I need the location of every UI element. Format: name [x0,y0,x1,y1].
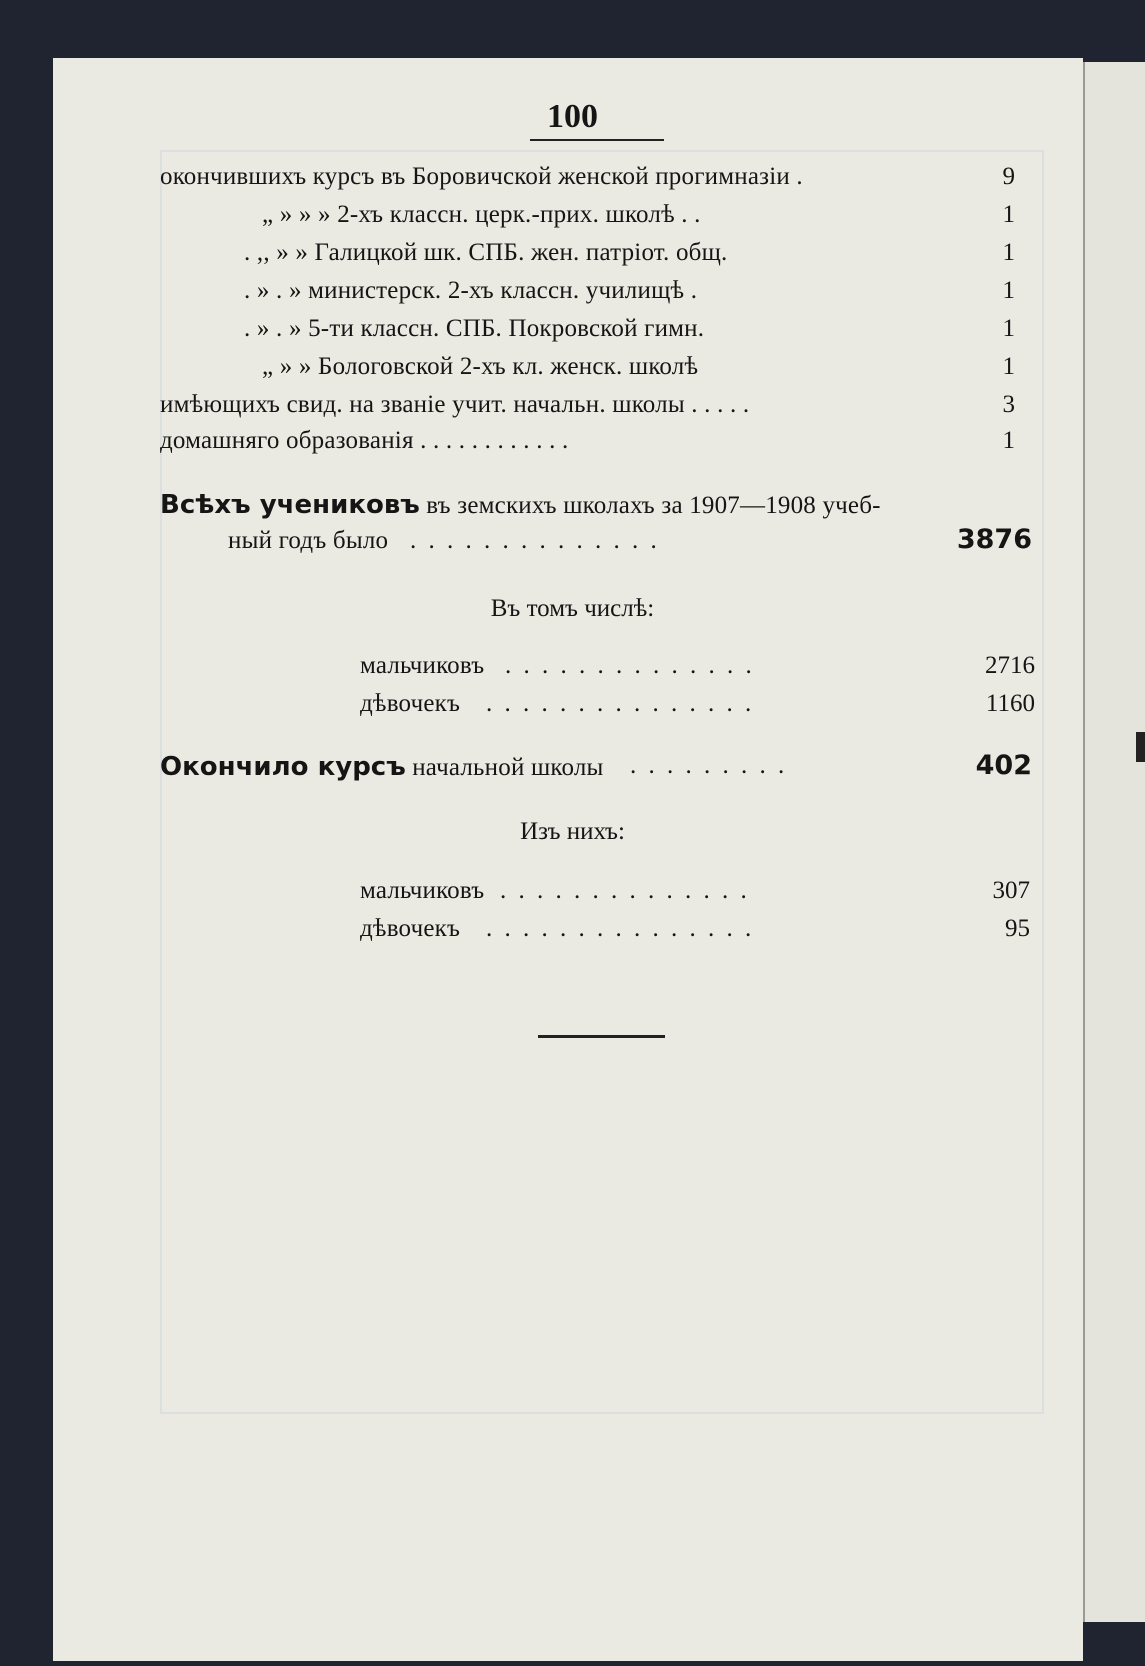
row-value: 1 [1002,353,1015,380]
total-students-heading [160,490,881,520]
leader-dots: . . . . . . . . . . . . . . [500,877,750,904]
leader-dots: . . . . . . . . . . . . . . . [486,915,755,942]
completed-heading [160,752,604,782]
closing-rule [538,1035,665,1038]
row-text: „ » » Бологовской 2-хъ кл. женск. школѣ [262,353,699,380]
completed-label-bold: Окончило курсъ [160,752,406,782]
total-students-label-line2: ный годъ было [228,527,389,554]
page-number: 100 [547,98,598,135]
leader-dots: . . . . . . . . . . . . . . . [486,690,755,717]
row-value: 1 [1002,201,1015,228]
total-students-label-bold: Всѣхъ учениковъ [160,490,420,520]
leader-dots: . . . . . . . . . . . . . . [410,527,660,554]
of-them-heading: Изъ нихъ: [520,818,625,845]
boys-label: мальчиковъ [360,652,485,679]
girls-value: 95 [1005,915,1030,942]
boys-label: мальчиковъ [360,877,485,904]
row-value: 1 [1002,315,1015,342]
row-text: . » . » министерск. 2-хъ классн. училищѣ . [244,277,698,304]
row-text: . » . » 5-ти классн. СПБ. Покровской гимн. [244,315,705,342]
girls-value: 1160 [985,690,1035,717]
leader-dots: . . . . . . . . . . . . . . [505,652,755,679]
leader-dots: . . . . . . . . . [630,752,788,779]
row-value: 3 [1002,391,1015,418]
girls-label: дѣвочекъ [360,690,461,717]
row-value: 9 [1002,163,1015,190]
row-value: 1 [1002,239,1015,266]
girls-label: дѣвочекъ [360,915,461,942]
row-value: 1 [1002,277,1015,304]
row-text: домашняго образованiя . . . . . . . . . . . . [160,427,569,454]
in-that-number-heading: Въ томъ числѣ: [490,595,655,622]
row-text: „ » » » 2-хъ классн. церк.-прих. школѣ . . [262,201,701,228]
boys-value: 307 [992,877,1030,904]
row-text: окончившихъ курсъ въ Боровичской женской прогимназiи . [160,163,803,190]
boys-value: 2716 [985,652,1035,679]
completed-label: начальной школы [412,754,604,781]
row-text: . ,, » » Галицкой шк. СПБ. жен. патрiот. общ. [244,239,728,266]
total-students-value: 3876 [956,524,1032,555]
row-text: имѣющихъ свид. на званiе учит. начальн. школы . . . . . [160,391,750,418]
total-students-label: въ земскихъ школахъ за 1907—1908 учеб- [426,492,881,519]
header-rule [530,139,664,141]
row-value: 1 [1002,427,1015,454]
adjacent-page-mark [1136,732,1145,762]
completed-value: 402 [975,750,1032,781]
